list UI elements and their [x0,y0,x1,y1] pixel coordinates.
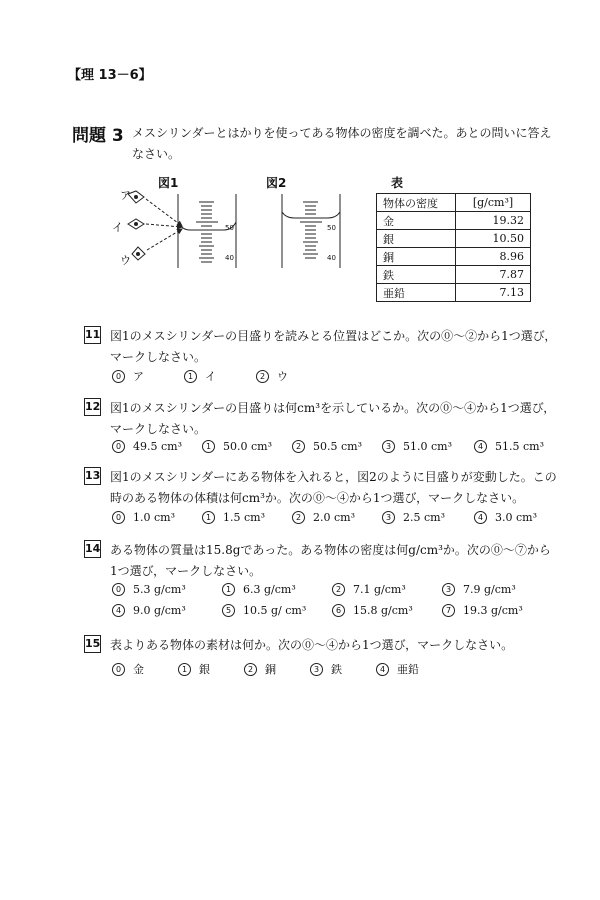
option[interactable] [376,661,419,677]
option[interactable] [256,368,288,384]
option[interactable] [178,661,210,677]
option[interactable] [112,511,175,524]
option-label: 7.1 g/cm³ [353,583,406,596]
option-number: 0 [112,370,125,383]
option-number: 0 [112,511,125,524]
fig1-scale-50: 50 [225,224,234,232]
option[interactable] [222,583,296,596]
option[interactable] [112,440,182,453]
option[interactable] [382,440,452,453]
question-text: 図1のメスシリンダーの目盛りは何cm³を示しているか。次の⓪～④から1つ選び，マークしなさい。 [110,401,556,436]
table-row [377,212,531,230]
option[interactable] [112,604,186,617]
option-number: 1 [222,583,235,596]
option-label: 50.5 cm³ [313,440,362,453]
option[interactable] [202,511,265,524]
eye-icon [132,247,145,260]
fig2-label: 図2 [266,176,287,190]
option-label: 50.0 cm³ [223,440,272,453]
option[interactable] [382,511,445,524]
option-number: 5 [222,604,235,617]
question-number: 14 [84,540,101,558]
table-header-cell: 物体の密度 [377,194,456,212]
option-label: 1.0 cm³ [133,511,175,524]
arrow-label-u: ウ [120,254,131,267]
question-text: 表よりある物体の素材は何か。次の⓪～④から1つ選び，マークしなさい。 [110,638,514,652]
arrow-label-a: ア [120,189,131,202]
density-cell: 19.32 [456,212,531,230]
page-header: 【理 13－6】 [68,68,152,83]
option[interactable] [442,583,516,596]
problem-text: メスシリンダーとはかりを使ってある物体の密度を調べた。あとの問いに答えなさい。 [132,126,552,161]
material-cell: 鉄 [377,266,456,284]
option-number: 3 [442,583,455,596]
option-label: 6.3 g/cm³ [243,583,296,596]
option-label: 49.5 cm³ [133,440,182,453]
density-cell: 8.96 [456,248,531,266]
arrow-label-i: イ [112,221,123,234]
option[interactable] [442,604,523,617]
option[interactable] [310,661,342,677]
option-number: 4 [474,511,487,524]
option-label: ウ [277,370,288,383]
option-number: 4 [376,663,389,676]
option[interactable] [184,368,216,384]
option-label: 2.0 cm³ [313,511,355,524]
option[interactable] [202,440,272,453]
material-cell: 銀 [377,230,456,248]
table-header-row [377,194,531,212]
question-number: 12 [84,398,101,416]
option-number: 1 [178,663,191,676]
question-number: 13 [84,467,101,485]
option[interactable] [474,440,544,453]
fig2-scale-40: 40 [327,254,336,262]
question-text: 図1のメスシリンダーの目盛りを読みとる位置はどこか。次の⓪～②から1つ選び，マークしなさい。 [110,329,557,364]
option[interactable] [222,604,306,617]
option-label: 銅 [265,663,276,676]
option-label: 3.0 cm³ [495,511,537,524]
figure2-cylinder-diagram [278,188,358,278]
option-label: 7.9 g/cm³ [463,583,516,596]
option-number: 7 [442,604,455,617]
table-label: 表 [391,176,404,190]
table-row [377,248,531,266]
option-number: 3 [310,663,323,676]
fig1-scale-40: 40 [225,254,234,262]
option-number: 2 [256,370,269,383]
density-cell: 7.13 [456,284,531,302]
option-label: 2.5 cm³ [403,511,445,524]
table-header-cell: [g/cm³] [456,194,531,212]
option-label: 9.0 g/cm³ [133,604,186,617]
option-label: 1.5 cm³ [223,511,265,524]
fig1-label: 図1 [158,176,179,190]
density-table [376,193,531,302]
fig2-scale-50: 50 [327,224,336,232]
option-number: 3 [382,440,395,453]
eye-icon [128,219,144,229]
option-number: 2 [292,511,305,524]
option-number: 2 [244,663,257,676]
table-row [377,266,531,284]
figure1-cylinder-diagram [110,188,250,278]
option[interactable] [332,583,406,596]
option-label: 金 [133,663,144,676]
option-label: 10.5 g/ cm³ [243,604,307,617]
density-cell: 7.87 [456,266,531,284]
problem-title: 問題 3 [72,126,124,146]
option-number: 4 [112,604,125,617]
material-cell: 亜鉛 [377,284,456,302]
option-label: 銀 [199,663,210,676]
option-label: 5.3 g/cm³ [133,583,186,596]
option-label: 15.8 g/cm³ [353,604,413,617]
question-text: 図1のメスシリンダーにある物体を入れると，図2のように目盛りが変動した。この時のある物体の体積は何cm³か。次の⓪～④から1つ選び，マークしなさい。 [110,470,557,505]
option[interactable] [112,368,144,384]
option-number: 0 [112,440,125,453]
density-cell: 10.50 [456,230,531,248]
option-number: 6 [332,604,345,617]
table-row [377,230,531,248]
option-number: 2 [332,583,345,596]
option-number: 1 [202,511,215,524]
option[interactable] [244,661,276,677]
option-number: 1 [202,440,215,453]
option[interactable] [112,661,144,677]
option-number: 0 [112,583,125,596]
option[interactable] [332,604,413,617]
option-label: 亜鉛 [397,663,419,676]
option[interactable] [112,583,186,596]
option-number: 2 [292,440,305,453]
option[interactable] [474,511,537,524]
material-cell: 金 [377,212,456,230]
option-label: イ [205,370,216,383]
option-label: 51.0 cm³ [403,440,452,453]
question-number: 11 [84,326,101,344]
option[interactable] [292,511,355,524]
option-number: 1 [184,370,197,383]
question-number: 15 [84,635,101,653]
table-row [377,284,531,302]
option-label: ア [133,370,144,383]
option-number: 3 [382,511,395,524]
option-label: 19.3 g/cm³ [463,604,523,617]
option[interactable] [292,440,362,453]
question-text: ある物体の質量は15.8gであった。ある物体の密度は何g/cm³か。次の⓪～⑦から1つ選び，マークしなさい。 [110,543,551,578]
option-label: 51.5 cm³ [495,440,544,453]
option-number: 0 [112,663,125,676]
material-cell: 銅 [377,248,456,266]
option-number: 4 [474,440,487,453]
option-label: 鉄 [331,663,342,676]
